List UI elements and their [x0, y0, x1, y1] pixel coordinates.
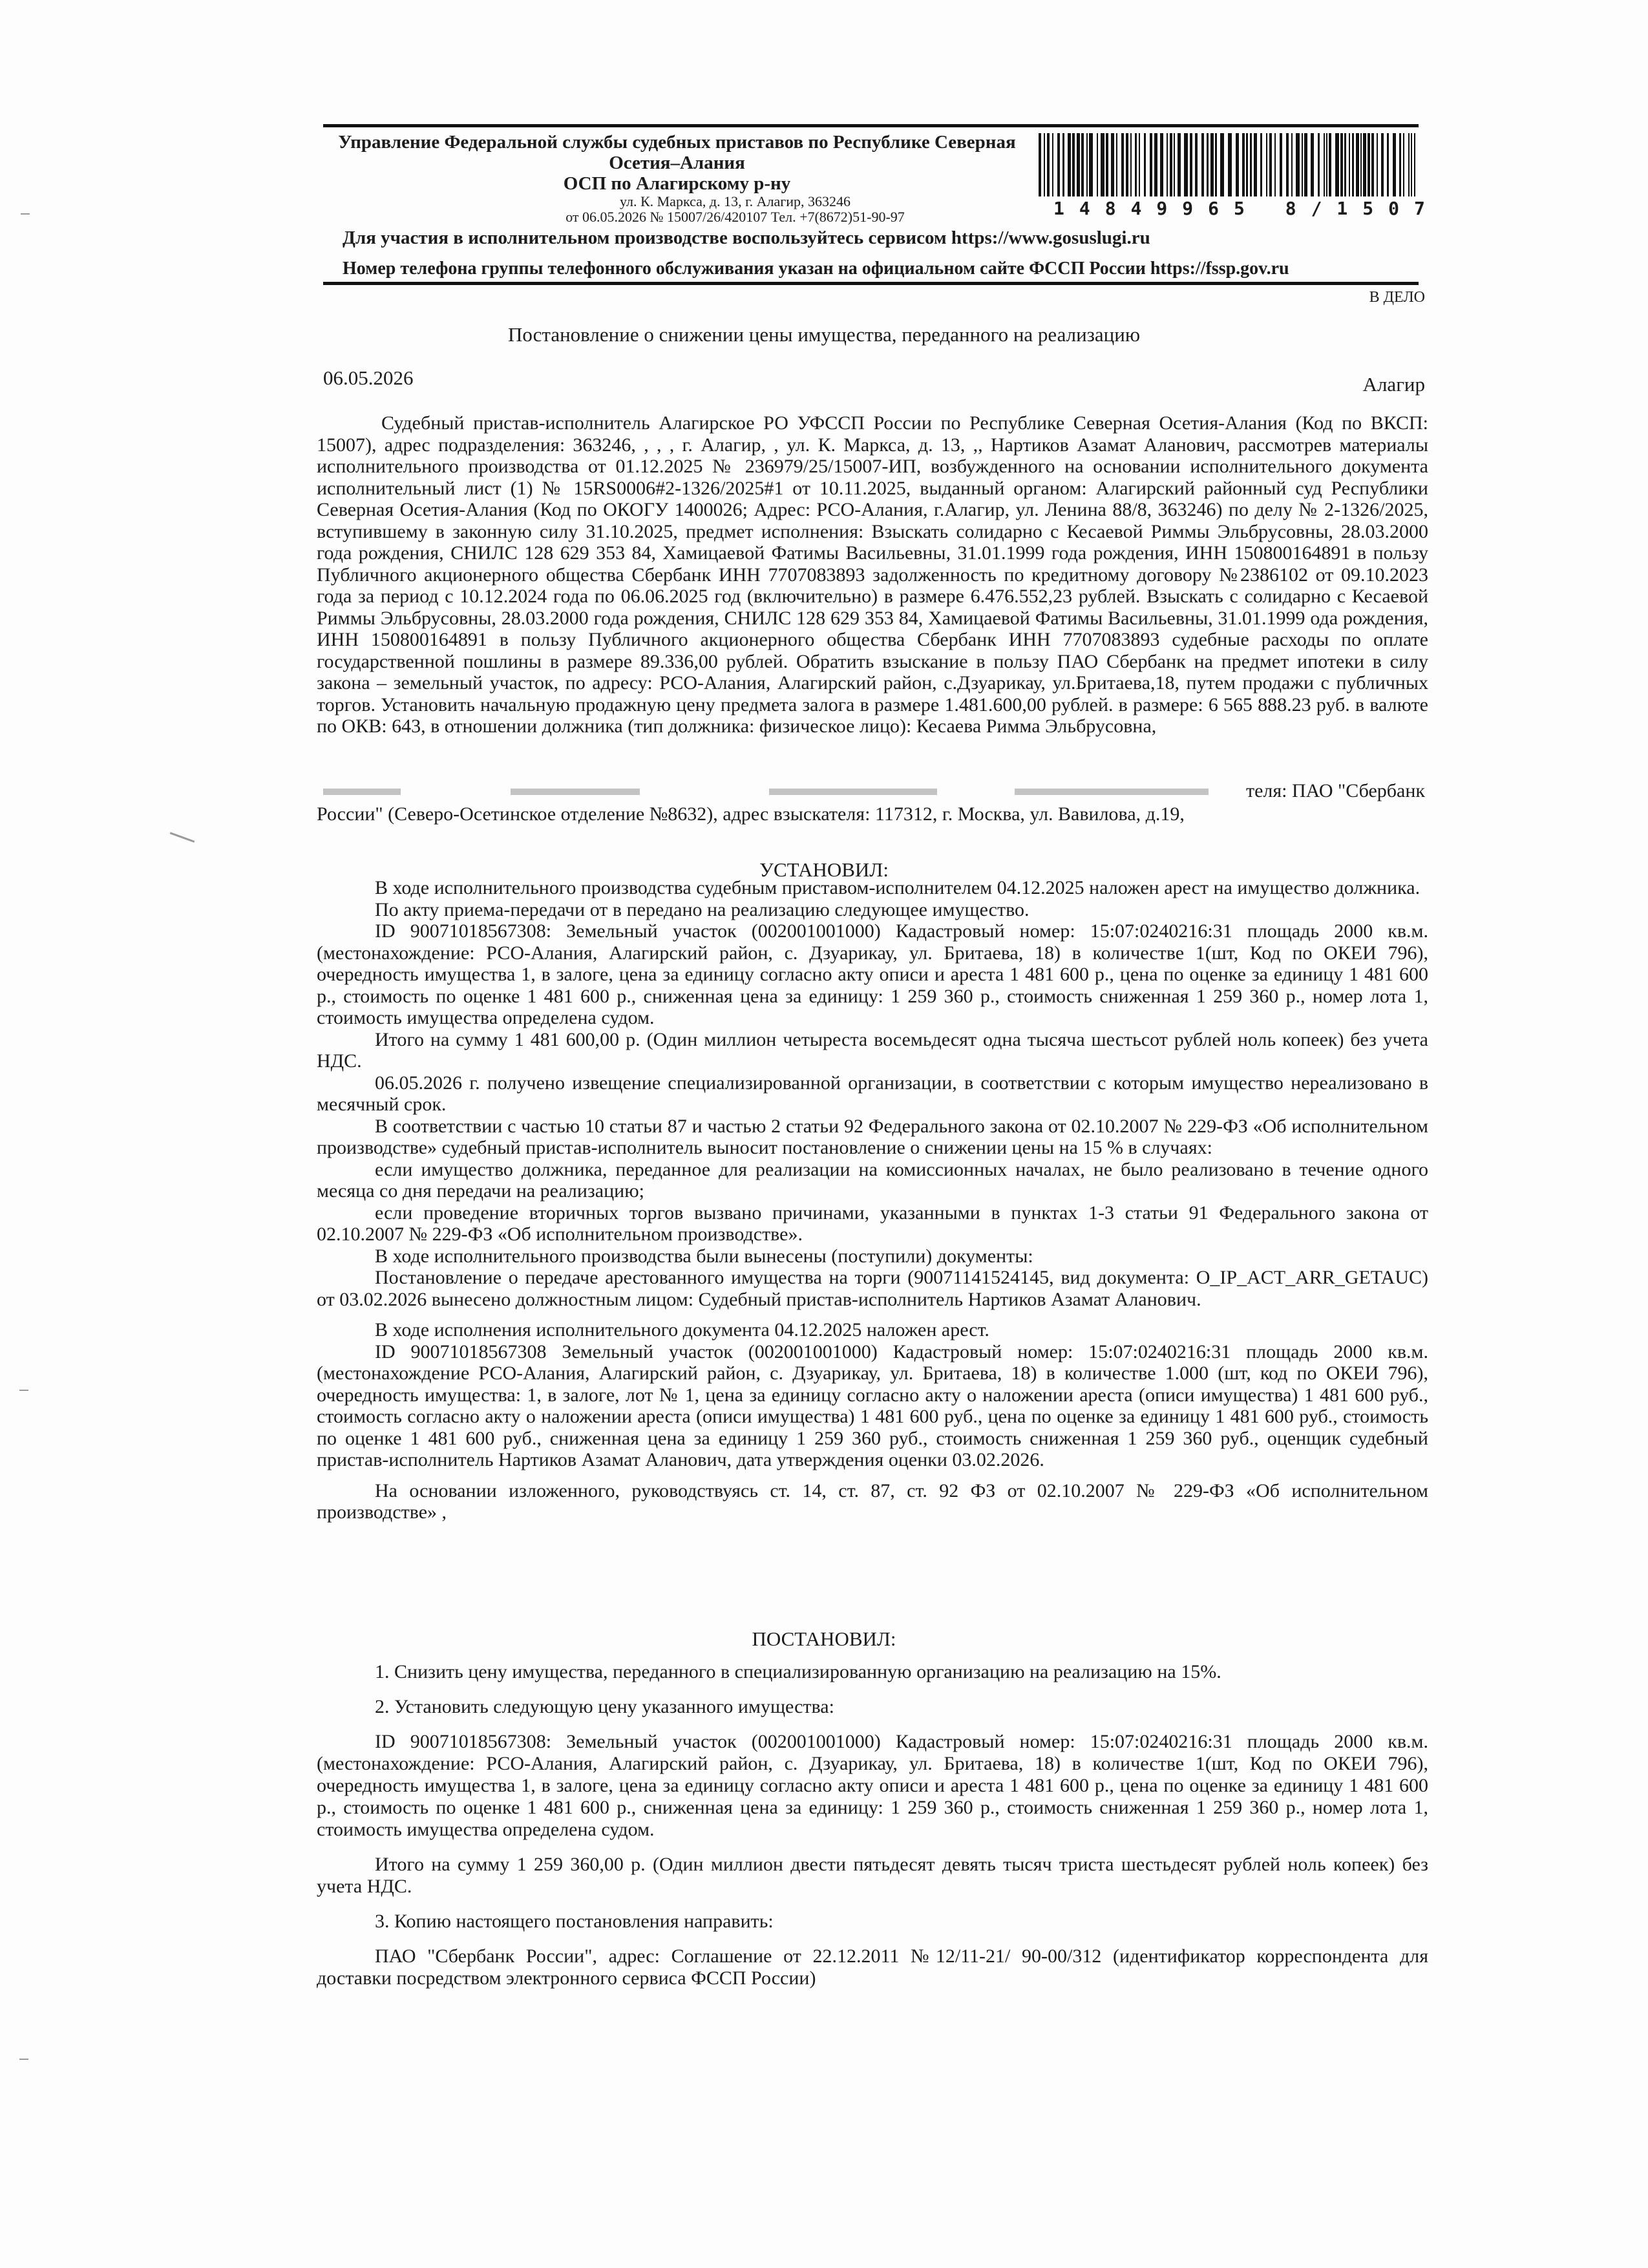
barcode-bar	[1178, 133, 1181, 196]
barcode-bar	[1121, 133, 1124, 196]
document-date: 06.05.2026	[323, 366, 414, 389]
ustanovil-paragraph: В ходе исполнительного производства были вынесены (поступили) документы:	[375, 1245, 1033, 1267]
barcode-bar	[1068, 133, 1071, 196]
header-top-rule	[323, 124, 1419, 127]
barcode-bar	[1039, 133, 1041, 196]
barcode-bar	[1126, 133, 1128, 196]
barcode-bar	[1371, 133, 1374, 196]
barcode-bar	[1296, 133, 1300, 196]
barcode-bar	[1184, 133, 1188, 196]
barcode-bar	[1106, 133, 1108, 196]
barcode-bar	[1072, 133, 1075, 196]
barcode-bar	[1291, 133, 1293, 196]
barcode-bar	[1349, 133, 1350, 196]
postanovil-item: 2. Установить следующую цену указанного имущества:	[375, 1696, 834, 1717]
ustanovil-paragraph: 06.05.2026 г. получено извещение специализированной организации, в соответствии с которым имущество нереализовано в месячный срок.	[317, 1072, 1428, 1115]
barcode-bar	[1089, 133, 1093, 196]
barcode-bar	[1377, 133, 1378, 196]
ustanovil-paragraph: если имущество должника, переданное для реализации на комиссионных началах, не было реализовано в течение одного месяца со дня передачи на реализацию;	[317, 1158, 1428, 1202]
barcode-bar	[1414, 133, 1415, 196]
barcode-bar	[1174, 133, 1175, 196]
barcode-bar	[1363, 133, 1366, 196]
postanovil-section	[317, 1661, 1428, 1989]
barcode-bar	[1220, 133, 1224, 196]
postanovil-item: Итого на сумму 1 259 360,00 р. (Один миллион двести пятьдесят девять тысяч триста шестьдесят рублей ноль копеек) без учета НДС.	[317, 1854, 1428, 1897]
barcode-bar	[1274, 133, 1276, 196]
gosuslugi-note: Для участия в исполнительном производстве воспользуйтесь сервисом https://www.gosuslugi.ru	[343, 228, 1150, 248]
barcode-bar	[1311, 133, 1314, 196]
barcode-bar	[1201, 133, 1204, 196]
barcode-bar	[1280, 133, 1282, 196]
intro-tail: России" (Северо-Осетинское отделение №8632), адрес взыскателя: 117312, г. Москва, ул. Вавилова, д.19,	[317, 803, 1185, 825]
barcode-bar	[1057, 133, 1060, 196]
ustanovil-heading: УСТАНОВИЛ:	[759, 858, 889, 881]
barcode-bar	[1052, 133, 1053, 196]
barcode-bar	[1356, 133, 1359, 196]
barcode-bar	[1236, 133, 1239, 196]
document-title: Постановление о снижении цены имущества, переданного на реализацию	[507, 323, 1140, 346]
barcode-bar	[1340, 133, 1343, 196]
postanovil-heading: ПОСТАНОВИЛ:	[752, 1627, 896, 1650]
document-barcode	[1039, 133, 1417, 196]
barcode-bar	[1195, 133, 1198, 196]
barcode-bar	[1326, 133, 1327, 196]
issuer-address: ул. К. Маркса, д. 13, г. Алагир, 363246	[619, 193, 851, 209]
barcode-bar	[1150, 133, 1152, 196]
issuer-block	[323, 132, 1031, 225]
scan-artifact	[21, 213, 30, 215]
header-bottom-rule	[323, 282, 1419, 285]
issuer-name-line1: Управление Федеральной службы судебных приставов по Республике Северная	[338, 132, 1016, 153]
intro-section	[317, 412, 1428, 737]
scan-artifact	[19, 1390, 28, 1391]
ustanovil-paragraph: На основании изложенного, руководствуясь ст. 14, ст. 87, ст. 92 ФЗ от 02.10.2007 № 229-ФЗ «Об исполнительном производстве» ,	[317, 1479, 1428, 1523]
barcode-bar	[1403, 133, 1404, 196]
fssp-phone-note: Номер телефона группы телефонного обслуживания указан на официальном сайте ФССП России https://fssp.gov.ru	[343, 259, 1289, 279]
ustanovil-paragraph: В соответствии с частью 10 статьи 87 и частью 2 статьи 92 Федерального закона от 02.10.2007 № 229-ФЗ «Об исполнительном производстве» судебный пристав-исполнитель выносит постановление о снижении цены на 15 % в случаях:	[317, 1115, 1428, 1158]
redacted-line	[317, 779, 1221, 804]
barcode-bar	[1302, 133, 1303, 196]
ustanovil-paragraph: Постановление о передаче арестованного имущества на торги (90071141524145, вид документа: O_IP_ACT_ARR_GETAUC) от 03.02.2026 вынесено должностным лицом: Судебный пристав-исполнитель Нартиков Азамат Аланович.	[317, 1267, 1428, 1310]
barcode-bar	[1139, 133, 1140, 196]
barcode-bar	[1352, 133, 1354, 196]
document-city: Алагир	[1362, 373, 1425, 396]
barcode-bar	[1111, 133, 1114, 196]
ustanovil-paragraph: В ходе исполнения исполнительного документа 04.12.2025 наложен арест.	[375, 1319, 989, 1341]
ustanovil-paragraph: ID 90071018567308 Земельный участок (002001001000) Кадастровый номер: 15:07:0240216:31 площадь 2000 кв.м. (местонахождение РСО-Алания, Алагирский район, с. Дзуарикау, ул. Бритаева, 18) в количестве 1.000 (шт, код по ОКЕИ 796), очередность имущества: 1, в залоге, лот № 1, цена за единицу согласно акту о наложении ареста (описи имущества) 1 481 600 руб., стоимость согласно акту о наложении ареста (описи имущества) 1 481 600 руб., цена по оценке за единицу 1 481 600 руб., стоимость по оценке 1 481 600 руб., сниженная цена за единицу 1 259 360 руб., стоимость сниженная 1 259 360 руб., оценщик судебный пристав-исполнитель Нартиков Азамат Аланович, дата утверждения оценки 03.02.2026.	[317, 1341, 1428, 1470]
barcode-bar	[1344, 133, 1346, 196]
barcode-bar	[1335, 133, 1339, 196]
barcode-bar	[1160, 133, 1163, 196]
scan-artifact	[19, 2059, 28, 2060]
intro-paragraph: Судебный пристав-исполнитель Алагирское РО УФССП России по Республике Северная Осетия-Алания (Код по ВКСП: 15007), адрес подразделения: 363246, , , , г. Алагир, , ул. К. Маркса, д. 13, ,, Нартиков Азамат Аланович, рассмотрев материалы исполнительного производства от 01.12.2025 № 236979/25/15007-ИП, возбужденного на основании исполнительного документа исполнительный лист (1) № 15RS0006#2-1326/2025#1 от 10.11.2025, выданный органом: Алагирский районный суд Республики Северная Осетия-Алания (Код по ОКОГУ 1400026; Адрес: РСО-Алания, г.Алагир, ул. Ленина 88/8, 363246) по делу № 2-1326/2025, вступившему в законную силу 31.10.2025, предмет исполнения: Взыскать солидарно с Кесаевой Риммы Эльбрусовны, 28.03.2000 года рождения, СНИЛС 128 629 353 84, Хамицаевой Фатимы Васильевны, 31.01.1999 года рождения, ИНН 150800164891 в пользу Публичного акционерного общества Сбербанк ИНН 7707083893 задолженность по кредитному договору №2386102 от 09.10.2023 года за период с 10.12.2024 года по 06.06.2025 год (включительно) в размере 6.476.552,23 рублей. Взыскать с солидарно с Кесаевой Риммы Эльбрусовны, 28.03.2000 года рождения, СНИЛС 128 629 353 84, Хамицаевой Фатимы Васильевны, 31.01.1999 ода рождения, ИНН 150800164891 в пользу Публичного акционерного общества Сбербанк ИНН 7707083893 судебные расходы по оплате государственной пошлины в размере 89.336,00 рублей. Обратить взыскание в пользу ПАО Сбербанк на предмет ипотеки в силу закона – земельный участок, по адресу: РСО-Алания, Алагирский район, с.Дзуарикау, ул.Бритаева,18, путем продажи с публичных торгов. Установить начальную продажную цену предмета залога в размере 1.481.600,00 рублей. в размере: 6 565 888.23 руб. в валюте по ОКВ: 643, в отношении должника (тип должника: физическое лицо): Кесаева Римма Эльбрусовна,	[317, 412, 1428, 737]
barcode-bar	[1097, 133, 1098, 196]
barcode-bar	[1167, 133, 1168, 196]
barcode-bar	[1393, 133, 1396, 196]
barcode-bar	[1408, 133, 1410, 196]
barcode-bar	[1228, 133, 1232, 196]
postanovil-item: ID 90071018567308: Земельный участок (002001001000) Кадастровый номер: 15:07:0240216:31 площадь 2000 кв.м. (местонахождение: РСО-Алания, Алагирский район, с. Дзуарикау, ул. Бритаева, 18) в количестве 1(шт, Код по ОКЕИ 796), очередность имущества 1, в залоге, цена за единицу согласно акту описи и ареста 1 481 600 р., цена по оценке за единицу 1 481 600 р., стоимость по оценке 1 481 600 р., сниженная цена за единицу: 1 259 360 р., стоимость сниженная 1 259 360 р., номер лота 1, стоимость имущества определена судом.	[317, 1731, 1428, 1840]
barcode-bar	[1411, 133, 1412, 196]
barcode-bar	[1130, 133, 1132, 196]
barcode-bar	[1266, 133, 1267, 196]
barcode-bar	[1047, 133, 1050, 196]
barcode-bar	[1116, 133, 1117, 196]
barcode-bar	[1260, 133, 1262, 196]
barcode-bar	[1154, 133, 1157, 196]
barcode-bar	[1144, 133, 1146, 196]
barcode-bar	[1210, 133, 1214, 196]
filing-stamp: В ДЕЛО	[1369, 289, 1425, 306]
intro-tail-right: теля: ПАО "Сбербанк	[1245, 780, 1425, 801]
ustanovil-paragraph: В ходе исполнительного производства судебным приставом-исполнителем 04.12.2025 наложен арест на имущество должника.	[375, 877, 1421, 898]
barcode-bar	[1044, 133, 1045, 196]
postanovil-item: 3. Копию настоящего постановления направить:	[375, 1911, 774, 1932]
barcode-number: 14849965 8/1507	[1053, 198, 1440, 219]
ustanovil-paragraph: если проведение вторичных торгов вызвано причинами, указанными в пунктах 1-3 статьи 91 Федерального закона от 02.10.2007 № 229-ФЗ «Об исполнительном производстве».	[317, 1202, 1428, 1245]
barcode-bar	[1242, 133, 1245, 196]
barcode-bar	[1190, 133, 1192, 196]
barcode-bar	[1062, 133, 1064, 196]
scan-artifact	[170, 832, 195, 843]
intro-tail-section	[317, 803, 1428, 825]
barcode-bar	[1304, 133, 1307, 196]
barcode-bar	[1246, 133, 1248, 196]
barcode-bar	[1399, 133, 1401, 196]
barcode-bar	[1387, 133, 1389, 196]
barcode-bar	[1135, 133, 1137, 196]
issuer-department: ОСП по Алагирскому р-ну	[563, 173, 791, 194]
ustanovil-paragraph: Итого на сумму 1 481 600,00 р. (Один миллион четыреста восемьдесят одна тысяча шестьсот рублей ноль копеек) без учета НДС.	[317, 1028, 1428, 1072]
barcode-bar	[1286, 133, 1289, 196]
barcode-bar	[1254, 133, 1257, 196]
barcode-bar	[1368, 133, 1370, 196]
ustanovil-section	[317, 877, 1428, 1523]
barcode-bar	[1360, 133, 1362, 196]
barcode-bar	[1086, 133, 1088, 196]
barcode-bar	[1250, 133, 1252, 196]
postanovil-item: ПАО "Сбербанк России", адрес: Соглашение от 22.12.2011 №12/11-21/ 90-00/312 (идентификатор корреспондента для доставки посредством электронного сервиса ФССП России)	[317, 1945, 1428, 1989]
barcode-bar	[1215, 133, 1217, 196]
barcode-bar	[1269, 133, 1272, 196]
registration-line: от 06.05.2026 № 15007/26/420107 Тел. +7(8672)51-90-97	[565, 209, 905, 225]
barcode-bar	[1329, 133, 1331, 196]
barcode-bar	[1170, 133, 1172, 196]
barcode-bar	[1381, 133, 1384, 196]
barcode-bar	[1324, 133, 1325, 196]
issuer-name-line2: Осетия–Алания	[609, 153, 745, 173]
barcode-bar	[1318, 133, 1320, 196]
barcode-bar	[1207, 133, 1209, 196]
barcode-bar	[1101, 133, 1104, 196]
ustanovil-paragraph: ID 90071018567308: Земельный участок (002001001000) Кадастровый номер: 15:07:0240216:31 площадь 2000 кв.м. (местонахождение: РСО-Алания, Алагирский район, с. Дзуарикау, ул. Бритаева, 18) в количестве 1(шт, Код по ОКЕИ 796), очередность имущества 1, в залоге, цена за единицу согласно акту описи и ареста 1 481 600 р., цена по оценке за единицу 1 481 600 р., стоимость по оценке 1 481 600 р., сниженная цена за единицу: 1 259 360 р., стоимость сниженная 1 259 360 р., номер лота 1, стоимость имущества определена судом.	[317, 920, 1428, 1028]
barcode-bar	[1081, 133, 1084, 196]
barcode-bar	[1077, 133, 1080, 196]
postanovil-item: 1. Снизить цену имущества, переданного в специализированную организацию на реализацию на 15%.	[375, 1661, 1221, 1682]
ustanovil-paragraph: По акту приема-передачи от в передано на реализацию следующее имущество.	[375, 898, 1030, 920]
